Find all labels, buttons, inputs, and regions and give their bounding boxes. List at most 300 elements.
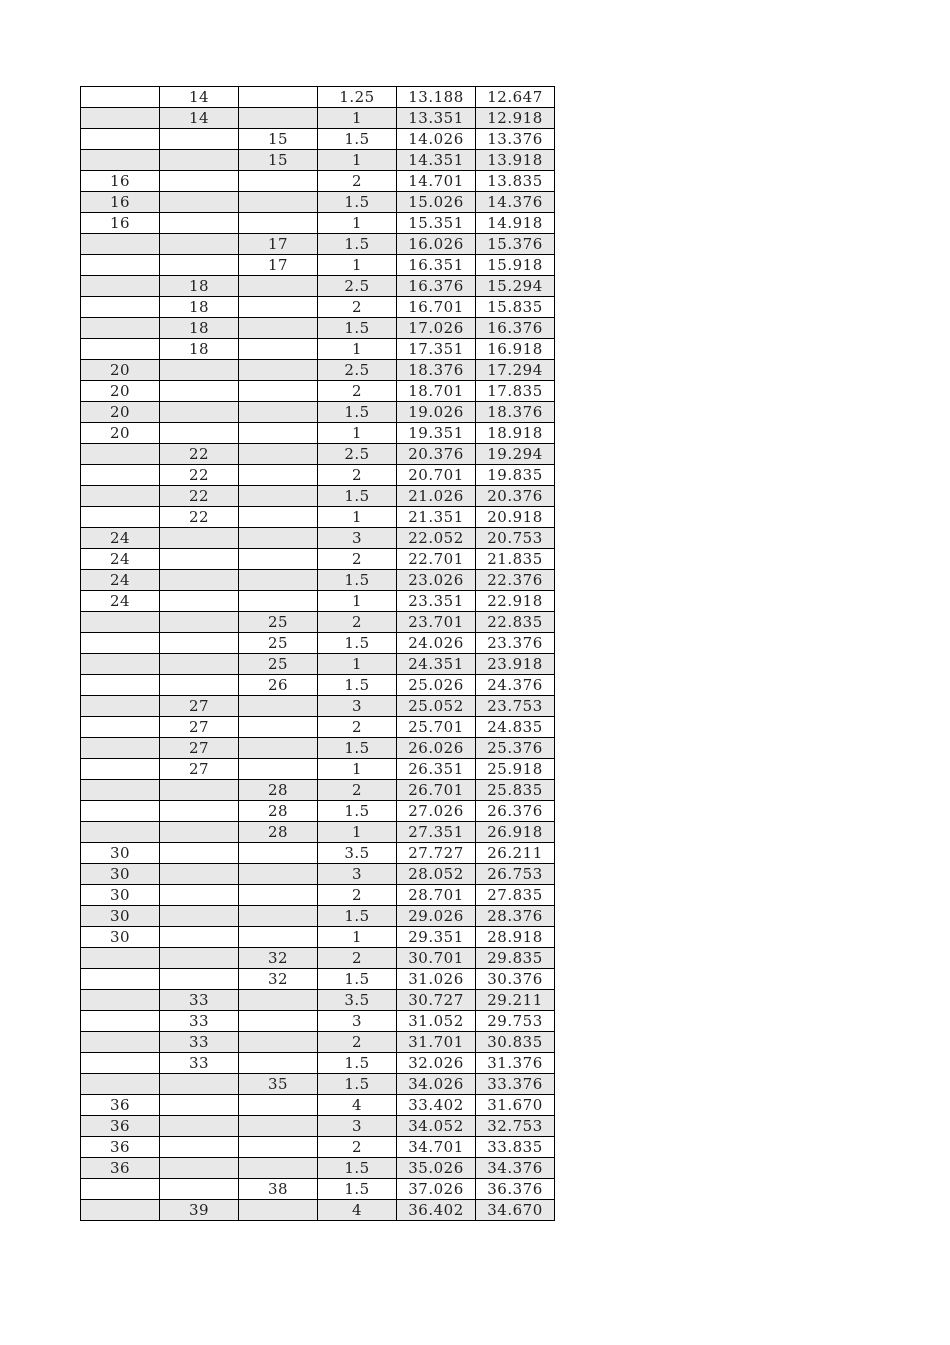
table-cell-col-pitch: 3 <box>318 1116 397 1137</box>
table-cell-col-second-choice <box>160 549 239 570</box>
table-cell-col-third-choice <box>239 927 318 948</box>
table-cell-col-third-choice <box>239 843 318 864</box>
table-row <box>81 906 555 927</box>
table-cell-col-minor-diameter: 20.376 <box>476 486 555 507</box>
table-row <box>81 528 555 549</box>
table-cell-col-second-choice <box>160 780 239 801</box>
table-cell-col-third-choice: 26 <box>239 675 318 696</box>
table-cell-col-first-choice <box>81 318 160 339</box>
table-row <box>81 696 555 717</box>
table-cell-col-pitch-diameter: 29.026 <box>397 906 476 927</box>
table-cell-col-pitch: 1 <box>318 339 397 360</box>
table-cell-col-second-choice <box>160 255 239 276</box>
table-cell-col-pitch: 4 <box>318 1200 397 1221</box>
table-row <box>81 108 555 129</box>
table-cell-col-third-choice: 28 <box>239 822 318 843</box>
table-cell-col-first-choice <box>81 255 160 276</box>
table-cell-col-third-choice: 25 <box>239 654 318 675</box>
table-row <box>81 570 555 591</box>
table-cell-col-first-choice <box>81 129 160 150</box>
table-cell-col-pitch: 1.5 <box>318 318 397 339</box>
table-cell-col-pitch: 1.5 <box>318 906 397 927</box>
table-cell-col-minor-diameter: 28.376 <box>476 906 555 927</box>
table-cell-col-third-choice <box>239 738 318 759</box>
table-cell-col-third-choice: 15 <box>239 129 318 150</box>
table-cell-col-minor-diameter: 16.376 <box>476 318 555 339</box>
table-cell-col-first-choice <box>81 1179 160 1200</box>
table-row <box>81 1179 555 1200</box>
table-cell-col-third-choice: 32 <box>239 969 318 990</box>
table-cell-col-pitch: 4 <box>318 1095 397 1116</box>
table-cell-col-pitch-diameter: 23.026 <box>397 570 476 591</box>
table-cell-col-minor-diameter: 27.835 <box>476 885 555 906</box>
table-cell-col-second-choice <box>160 402 239 423</box>
table-cell-col-first-choice <box>81 276 160 297</box>
table-cell-col-second-choice <box>160 129 239 150</box>
table-cell-col-third-choice <box>239 213 318 234</box>
table-cell-col-third-choice <box>239 864 318 885</box>
table-cell-col-second-choice: 18 <box>160 339 239 360</box>
table-cell-col-pitch-diameter: 31.701 <box>397 1032 476 1053</box>
table-cell-col-pitch: 1.5 <box>318 570 397 591</box>
table-cell-col-second-choice <box>160 360 239 381</box>
table-cell-col-minor-diameter: 25.918 <box>476 759 555 780</box>
table-cell-col-third-choice: 17 <box>239 255 318 276</box>
table-cell-col-minor-diameter: 30.376 <box>476 969 555 990</box>
table-cell-col-minor-diameter: 15.294 <box>476 276 555 297</box>
table-cell-col-second-choice <box>160 612 239 633</box>
table-cell-col-first-choice <box>81 234 160 255</box>
table-cell-col-minor-diameter: 29.835 <box>476 948 555 969</box>
table-row <box>81 213 555 234</box>
table-cell-col-minor-diameter: 22.835 <box>476 612 555 633</box>
table-cell-col-pitch-diameter: 27.727 <box>397 843 476 864</box>
table-cell-col-pitch: 1.5 <box>318 1053 397 1074</box>
table-cell-col-first-choice <box>81 486 160 507</box>
table-cell-col-first-choice <box>81 948 160 969</box>
table-cell-col-pitch-diameter: 19.026 <box>397 402 476 423</box>
table-row <box>81 1095 555 1116</box>
table-cell-col-third-choice <box>239 1053 318 1074</box>
table-cell-col-second-choice <box>160 234 239 255</box>
table-cell-col-second-choice <box>160 1137 239 1158</box>
table-cell-col-third-choice: 35 <box>239 1074 318 1095</box>
table-cell-col-pitch: 1.5 <box>318 402 397 423</box>
table-cell-col-first-choice <box>81 717 160 738</box>
table-cell-col-second-choice <box>160 1074 239 1095</box>
table-row <box>81 339 555 360</box>
table-cell-col-minor-diameter: 26.918 <box>476 822 555 843</box>
table-row <box>81 990 555 1011</box>
table-cell-col-minor-diameter: 23.918 <box>476 654 555 675</box>
table-cell-col-pitch: 1.5 <box>318 1179 397 1200</box>
table-cell-col-first-choice <box>81 507 160 528</box>
table-cell-col-third-choice: 25 <box>239 633 318 654</box>
table-cell-col-minor-diameter: 23.753 <box>476 696 555 717</box>
table-cell-col-pitch-diameter: 27.026 <box>397 801 476 822</box>
table-cell-col-minor-diameter: 13.918 <box>476 150 555 171</box>
table-row <box>81 759 555 780</box>
table-cell-col-first-choice: 24 <box>81 591 160 612</box>
table-cell-col-first-choice <box>81 1200 160 1221</box>
table-row <box>81 192 555 213</box>
table-cell-col-first-choice <box>81 444 160 465</box>
table-cell-col-third-choice <box>239 696 318 717</box>
table-cell-col-minor-diameter: 36.376 <box>476 1179 555 1200</box>
table-cell-col-first-choice <box>81 675 160 696</box>
table-cell-col-first-choice <box>81 822 160 843</box>
table-cell-col-pitch-diameter: 33.402 <box>397 1095 476 1116</box>
table-row <box>81 1116 555 1137</box>
table-cell-col-second-choice <box>160 885 239 906</box>
table-cell-col-minor-diameter: 22.918 <box>476 591 555 612</box>
table-cell-col-second-choice <box>160 591 239 612</box>
table-cell-col-second-choice <box>160 171 239 192</box>
table-cell-col-minor-diameter: 33.835 <box>476 1137 555 1158</box>
table-row <box>81 717 555 738</box>
table-cell-col-first-choice <box>81 339 160 360</box>
table-cell-col-pitch-diameter: 34.052 <box>397 1116 476 1137</box>
table-cell-col-minor-diameter: 18.376 <box>476 402 555 423</box>
table-row <box>81 423 555 444</box>
table-cell-col-second-choice <box>160 381 239 402</box>
table-cell-col-first-choice <box>81 780 160 801</box>
table-cell-col-pitch: 2 <box>318 1137 397 1158</box>
table-cell-col-third-choice <box>239 360 318 381</box>
table-row <box>81 927 555 948</box>
table-cell-col-third-choice <box>239 486 318 507</box>
table-cell-col-pitch: 2 <box>318 381 397 402</box>
table-cell-col-pitch: 2 <box>318 297 397 318</box>
table-cell-col-first-choice: 20 <box>81 381 160 402</box>
table-cell-col-pitch-diameter: 22.701 <box>397 549 476 570</box>
table-cell-col-second-choice <box>160 654 239 675</box>
table-cell-col-pitch-diameter: 29.351 <box>397 927 476 948</box>
table-cell-col-pitch-diameter: 25.052 <box>397 696 476 717</box>
table-cell-col-minor-diameter: 26.376 <box>476 801 555 822</box>
table-cell-col-pitch: 3 <box>318 864 397 885</box>
table-cell-col-pitch-diameter: 27.351 <box>397 822 476 843</box>
table-cell-col-minor-diameter: 31.376 <box>476 1053 555 1074</box>
table-cell-col-first-choice: 30 <box>81 927 160 948</box>
table-cell-col-first-choice: 16 <box>81 192 160 213</box>
table-cell-col-third-choice <box>239 1116 318 1137</box>
table-cell-col-minor-diameter: 17.294 <box>476 360 555 381</box>
table-cell-col-second-choice: 39 <box>160 1200 239 1221</box>
table-cell-col-third-choice <box>239 1095 318 1116</box>
table-cell-col-pitch: 1 <box>318 927 397 948</box>
table-cell-col-first-choice: 24 <box>81 549 160 570</box>
table-cell-col-first-choice <box>81 1074 160 1095</box>
table-cell-col-pitch-diameter: 14.701 <box>397 171 476 192</box>
table-cell-col-second-choice <box>160 1095 239 1116</box>
table-cell-col-pitch-diameter: 17.351 <box>397 339 476 360</box>
table-cell-col-pitch: 1 <box>318 108 397 129</box>
table-cell-col-pitch-diameter: 26.701 <box>397 780 476 801</box>
table-cell-col-pitch-diameter: 20.376 <box>397 444 476 465</box>
table-cell-col-second-choice <box>160 969 239 990</box>
table-cell-col-first-choice <box>81 696 160 717</box>
table-row <box>81 1053 555 1074</box>
table-cell-col-second-choice <box>160 822 239 843</box>
table-cell-col-minor-diameter: 16.918 <box>476 339 555 360</box>
table-cell-col-minor-diameter: 34.376 <box>476 1158 555 1179</box>
table-cell-col-pitch: 1.25 <box>318 87 397 108</box>
table-cell-col-minor-diameter: 21.835 <box>476 549 555 570</box>
table-row <box>81 885 555 906</box>
table-row <box>81 843 555 864</box>
table-cell-col-third-choice <box>239 717 318 738</box>
table-cell-col-pitch: 1 <box>318 423 397 444</box>
table-row <box>81 297 555 318</box>
table-cell-col-first-choice <box>81 633 160 654</box>
table-cell-col-pitch: 2 <box>318 465 397 486</box>
table-row <box>81 486 555 507</box>
table-row <box>81 549 555 570</box>
table-cell-col-first-choice: 30 <box>81 843 160 864</box>
table-cell-col-third-choice: 25 <box>239 612 318 633</box>
table-cell-col-minor-diameter: 32.753 <box>476 1116 555 1137</box>
table-row <box>81 318 555 339</box>
table-cell-col-pitch: 2 <box>318 612 397 633</box>
table-cell-col-second-choice: 33 <box>160 990 239 1011</box>
table-row <box>81 801 555 822</box>
table-cell-col-second-choice: 22 <box>160 465 239 486</box>
table-row <box>81 1137 555 1158</box>
table-cell-col-minor-diameter: 12.918 <box>476 108 555 129</box>
table-cell-col-pitch-diameter: 31.026 <box>397 969 476 990</box>
table-cell-col-pitch: 3.5 <box>318 990 397 1011</box>
table-cell-col-pitch: 2 <box>318 549 397 570</box>
table-cell-col-minor-diameter: 14.376 <box>476 192 555 213</box>
table-cell-col-second-choice <box>160 906 239 927</box>
table-cell-col-first-choice: 20 <box>81 360 160 381</box>
table-cell-col-second-choice <box>160 1116 239 1137</box>
table-row <box>81 654 555 675</box>
table-cell-col-third-choice: 32 <box>239 948 318 969</box>
table-cell-col-pitch-diameter: 25.701 <box>397 717 476 738</box>
table-row <box>81 360 555 381</box>
table-cell-col-third-choice <box>239 507 318 528</box>
table-cell-col-pitch-diameter: 20.701 <box>397 465 476 486</box>
table-cell-col-third-choice <box>239 759 318 780</box>
table-cell-col-first-choice <box>81 612 160 633</box>
table-cell-col-third-choice <box>239 87 318 108</box>
table-cell-col-minor-diameter: 26.753 <box>476 864 555 885</box>
table-cell-col-pitch: 3 <box>318 696 397 717</box>
table-cell-col-first-choice <box>81 990 160 1011</box>
table-row <box>81 864 555 885</box>
table-row <box>81 591 555 612</box>
table-cell-col-second-choice: 27 <box>160 696 239 717</box>
table-cell-col-minor-diameter: 33.376 <box>476 1074 555 1095</box>
table-cell-col-pitch-diameter: 23.351 <box>397 591 476 612</box>
table-cell-col-third-choice: 28 <box>239 780 318 801</box>
table-cell-col-pitch-diameter: 26.351 <box>397 759 476 780</box>
table-cell-col-first-choice: 36 <box>81 1095 160 1116</box>
table-cell-col-pitch-diameter: 14.351 <box>397 150 476 171</box>
table-cell-col-first-choice: 20 <box>81 402 160 423</box>
table-cell-col-pitch-diameter: 35.026 <box>397 1158 476 1179</box>
table-cell-col-second-choice: 33 <box>160 1032 239 1053</box>
table-cell-col-first-choice: 36 <box>81 1158 160 1179</box>
table-cell-col-pitch: 1.5 <box>318 801 397 822</box>
table-cell-col-second-choice <box>160 864 239 885</box>
table-cell-col-third-choice <box>239 549 318 570</box>
table-row <box>81 129 555 150</box>
table-cell-col-minor-diameter: 19.835 <box>476 465 555 486</box>
table-cell-col-third-choice <box>239 171 318 192</box>
table-cell-col-second-choice <box>160 633 239 654</box>
table-cell-col-pitch: 1.5 <box>318 1074 397 1095</box>
table-cell-col-pitch: 1.5 <box>318 234 397 255</box>
table-cell-col-first-choice <box>81 465 160 486</box>
table-cell-col-first-choice: 16 <box>81 171 160 192</box>
table-cell-col-pitch: 1 <box>318 213 397 234</box>
table-cell-col-minor-diameter: 22.376 <box>476 570 555 591</box>
table-cell-col-third-choice <box>239 423 318 444</box>
table-cell-col-first-choice <box>81 801 160 822</box>
table-cell-col-pitch: 2 <box>318 780 397 801</box>
table-row <box>81 507 555 528</box>
table-cell-col-third-choice <box>239 885 318 906</box>
table-cell-col-second-choice <box>160 1179 239 1200</box>
table-cell-col-pitch-diameter: 32.026 <box>397 1053 476 1074</box>
table-cell-col-pitch-diameter: 28.052 <box>397 864 476 885</box>
table-cell-col-pitch: 1.5 <box>318 969 397 990</box>
table-cell-col-third-choice: 28 <box>239 801 318 822</box>
table-cell-col-third-choice <box>239 1011 318 1032</box>
table-cell-col-third-choice: 15 <box>239 150 318 171</box>
table-row <box>81 465 555 486</box>
table-cell-col-third-choice: 38 <box>239 1179 318 1200</box>
table-body <box>81 87 555 1221</box>
table-row <box>81 381 555 402</box>
table-cell-col-pitch: 1 <box>318 255 397 276</box>
table-cell-col-minor-diameter: 24.835 <box>476 717 555 738</box>
table-cell-col-pitch: 1 <box>318 507 397 528</box>
table-cell-col-pitch: 1 <box>318 591 397 612</box>
table-cell-col-third-choice <box>239 297 318 318</box>
table-cell-col-third-choice <box>239 318 318 339</box>
table-cell-col-minor-diameter: 29.753 <box>476 1011 555 1032</box>
table-cell-col-second-choice: 33 <box>160 1053 239 1074</box>
table-cell-col-first-choice: 30 <box>81 864 160 885</box>
table-cell-col-pitch-diameter: 22.052 <box>397 528 476 549</box>
table-cell-col-first-choice: 30 <box>81 885 160 906</box>
table-cell-col-minor-diameter: 23.376 <box>476 633 555 654</box>
table-cell-col-second-choice <box>160 150 239 171</box>
table-cell-col-pitch: 2.5 <box>318 276 397 297</box>
table-cell-col-third-choice <box>239 570 318 591</box>
table-cell-col-first-choice <box>81 1032 160 1053</box>
table-cell-col-second-choice: 27 <box>160 738 239 759</box>
table-cell-col-first-choice: 20 <box>81 423 160 444</box>
table-cell-col-third-choice <box>239 402 318 423</box>
table-row <box>81 612 555 633</box>
table-cell-col-pitch: 1 <box>318 654 397 675</box>
table-row <box>81 1032 555 1053</box>
table-cell-col-minor-diameter: 18.918 <box>476 423 555 444</box>
table-cell-col-pitch-diameter: 34.701 <box>397 1137 476 1158</box>
table-cell-col-first-choice <box>81 108 160 129</box>
table-cell-col-minor-diameter: 25.835 <box>476 780 555 801</box>
table-cell-col-second-choice: 18 <box>160 318 239 339</box>
table-cell-col-minor-diameter: 15.835 <box>476 297 555 318</box>
table-cell-col-second-choice <box>160 675 239 696</box>
table-cell-col-pitch-diameter: 28.701 <box>397 885 476 906</box>
table-cell-col-minor-diameter: 30.835 <box>476 1032 555 1053</box>
table-row <box>81 234 555 255</box>
table-cell-col-pitch: 2 <box>318 171 397 192</box>
table-row <box>81 1200 555 1221</box>
table-cell-col-minor-diameter: 13.835 <box>476 171 555 192</box>
table-row <box>81 1011 555 1032</box>
table-cell-col-pitch-diameter: 15.351 <box>397 213 476 234</box>
table-cell-col-pitch-diameter: 18.701 <box>397 381 476 402</box>
table-cell-col-third-choice <box>239 444 318 465</box>
table-cell-col-pitch-diameter: 31.052 <box>397 1011 476 1032</box>
table-cell-col-pitch: 2.5 <box>318 444 397 465</box>
table-cell-col-second-choice <box>160 528 239 549</box>
table-cell-col-minor-diameter: 15.376 <box>476 234 555 255</box>
table-cell-col-pitch-diameter: 16.351 <box>397 255 476 276</box>
table-cell-col-second-choice <box>160 570 239 591</box>
table-cell-col-second-choice <box>160 843 239 864</box>
table-row <box>81 780 555 801</box>
table-cell-col-minor-diameter: 15.918 <box>476 255 555 276</box>
table-row <box>81 969 555 990</box>
table-cell-col-minor-diameter: 17.835 <box>476 381 555 402</box>
table-cell-col-minor-diameter: 31.670 <box>476 1095 555 1116</box>
table-cell-col-minor-diameter: 12.647 <box>476 87 555 108</box>
table-cell-col-second-choice <box>160 423 239 444</box>
table-cell-col-pitch-diameter: 21.351 <box>397 507 476 528</box>
table-row <box>81 171 555 192</box>
table-cell-col-pitch-diameter: 36.402 <box>397 1200 476 1221</box>
table-cell-col-pitch: 1.5 <box>318 633 397 654</box>
table-cell-col-second-choice: 18 <box>160 297 239 318</box>
table-cell-col-pitch: 2 <box>318 885 397 906</box>
table-cell-col-pitch-diameter: 37.026 <box>397 1179 476 1200</box>
table-cell-col-minor-diameter: 20.918 <box>476 507 555 528</box>
table-cell-col-third-choice <box>239 276 318 297</box>
table-row <box>81 150 555 171</box>
table-cell-col-pitch: 1.5 <box>318 675 397 696</box>
table-row <box>81 675 555 696</box>
table-cell-col-second-choice: 33 <box>160 1011 239 1032</box>
table-row <box>81 738 555 759</box>
table-cell-col-pitch-diameter: 21.026 <box>397 486 476 507</box>
table-cell-col-pitch: 1.5 <box>318 1158 397 1179</box>
table-cell-col-first-choice: 36 <box>81 1116 160 1137</box>
table-cell-col-minor-diameter: 26.211 <box>476 843 555 864</box>
table-cell-col-first-choice <box>81 1053 160 1074</box>
table-cell-col-third-choice <box>239 1158 318 1179</box>
table-cell-col-pitch-diameter: 18.376 <box>397 360 476 381</box>
table-cell-col-pitch: 3.5 <box>318 843 397 864</box>
table-cell-col-first-choice <box>81 969 160 990</box>
table-cell-col-third-choice <box>239 1200 318 1221</box>
table-cell-col-minor-diameter: 24.376 <box>476 675 555 696</box>
table-cell-col-third-choice <box>239 591 318 612</box>
table-cell-col-second-choice <box>160 1158 239 1179</box>
table-cell-col-second-choice: 27 <box>160 759 239 780</box>
table-cell-col-pitch: 1.5 <box>318 486 397 507</box>
table-cell-col-pitch-diameter: 14.026 <box>397 129 476 150</box>
table-cell-col-second-choice: 14 <box>160 87 239 108</box>
table-cell-col-pitch-diameter: 30.701 <box>397 948 476 969</box>
